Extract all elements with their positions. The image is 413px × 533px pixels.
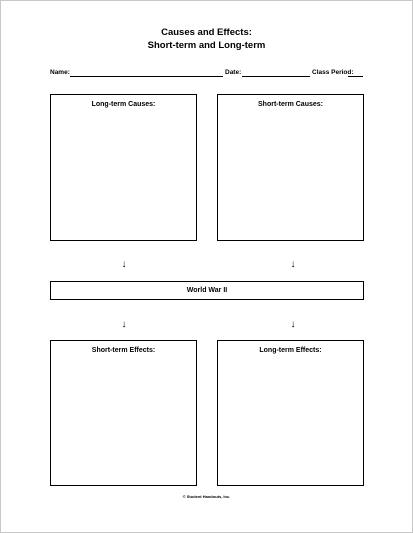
down-arrow-icon: ↓ — [290, 259, 296, 270]
date-label: Date: — [225, 69, 242, 76]
short-term-causes-label: Short-term Causes: — [258, 101, 323, 108]
class-period-label: Class Period: — [312, 69, 354, 76]
name-blank-line — [70, 76, 223, 77]
long-term-effects-box — [217, 340, 364, 486]
short-term-effects-box — [50, 340, 197, 486]
down-arrow-icon: ↓ — [290, 319, 296, 330]
class-period-blank-line — [348, 76, 363, 77]
date-blank-line — [242, 76, 310, 77]
long-term-causes-box — [50, 94, 197, 241]
down-arrow-icon: ↓ — [121, 259, 127, 270]
down-arrow-icon: ↓ — [121, 319, 127, 330]
long-term-effects-label: Long-term Effects: — [259, 347, 322, 354]
name-label: Name: — [50, 69, 70, 76]
long-term-causes-label: Long-term Causes: — [91, 101, 156, 108]
short-term-effects-label: Short-term Effects: — [91, 347, 156, 354]
center-event-box — [50, 281, 364, 300]
copyright-footer: © Student Handouts, Inc. — [182, 494, 231, 499]
worksheet-title-line2: Short-term and Long-term — [147, 40, 266, 51]
worksheet-title-line1: Causes and Effects: — [161, 27, 252, 38]
center-event-label: World War II — [186, 287, 228, 294]
short-term-causes-box — [217, 94, 364, 241]
